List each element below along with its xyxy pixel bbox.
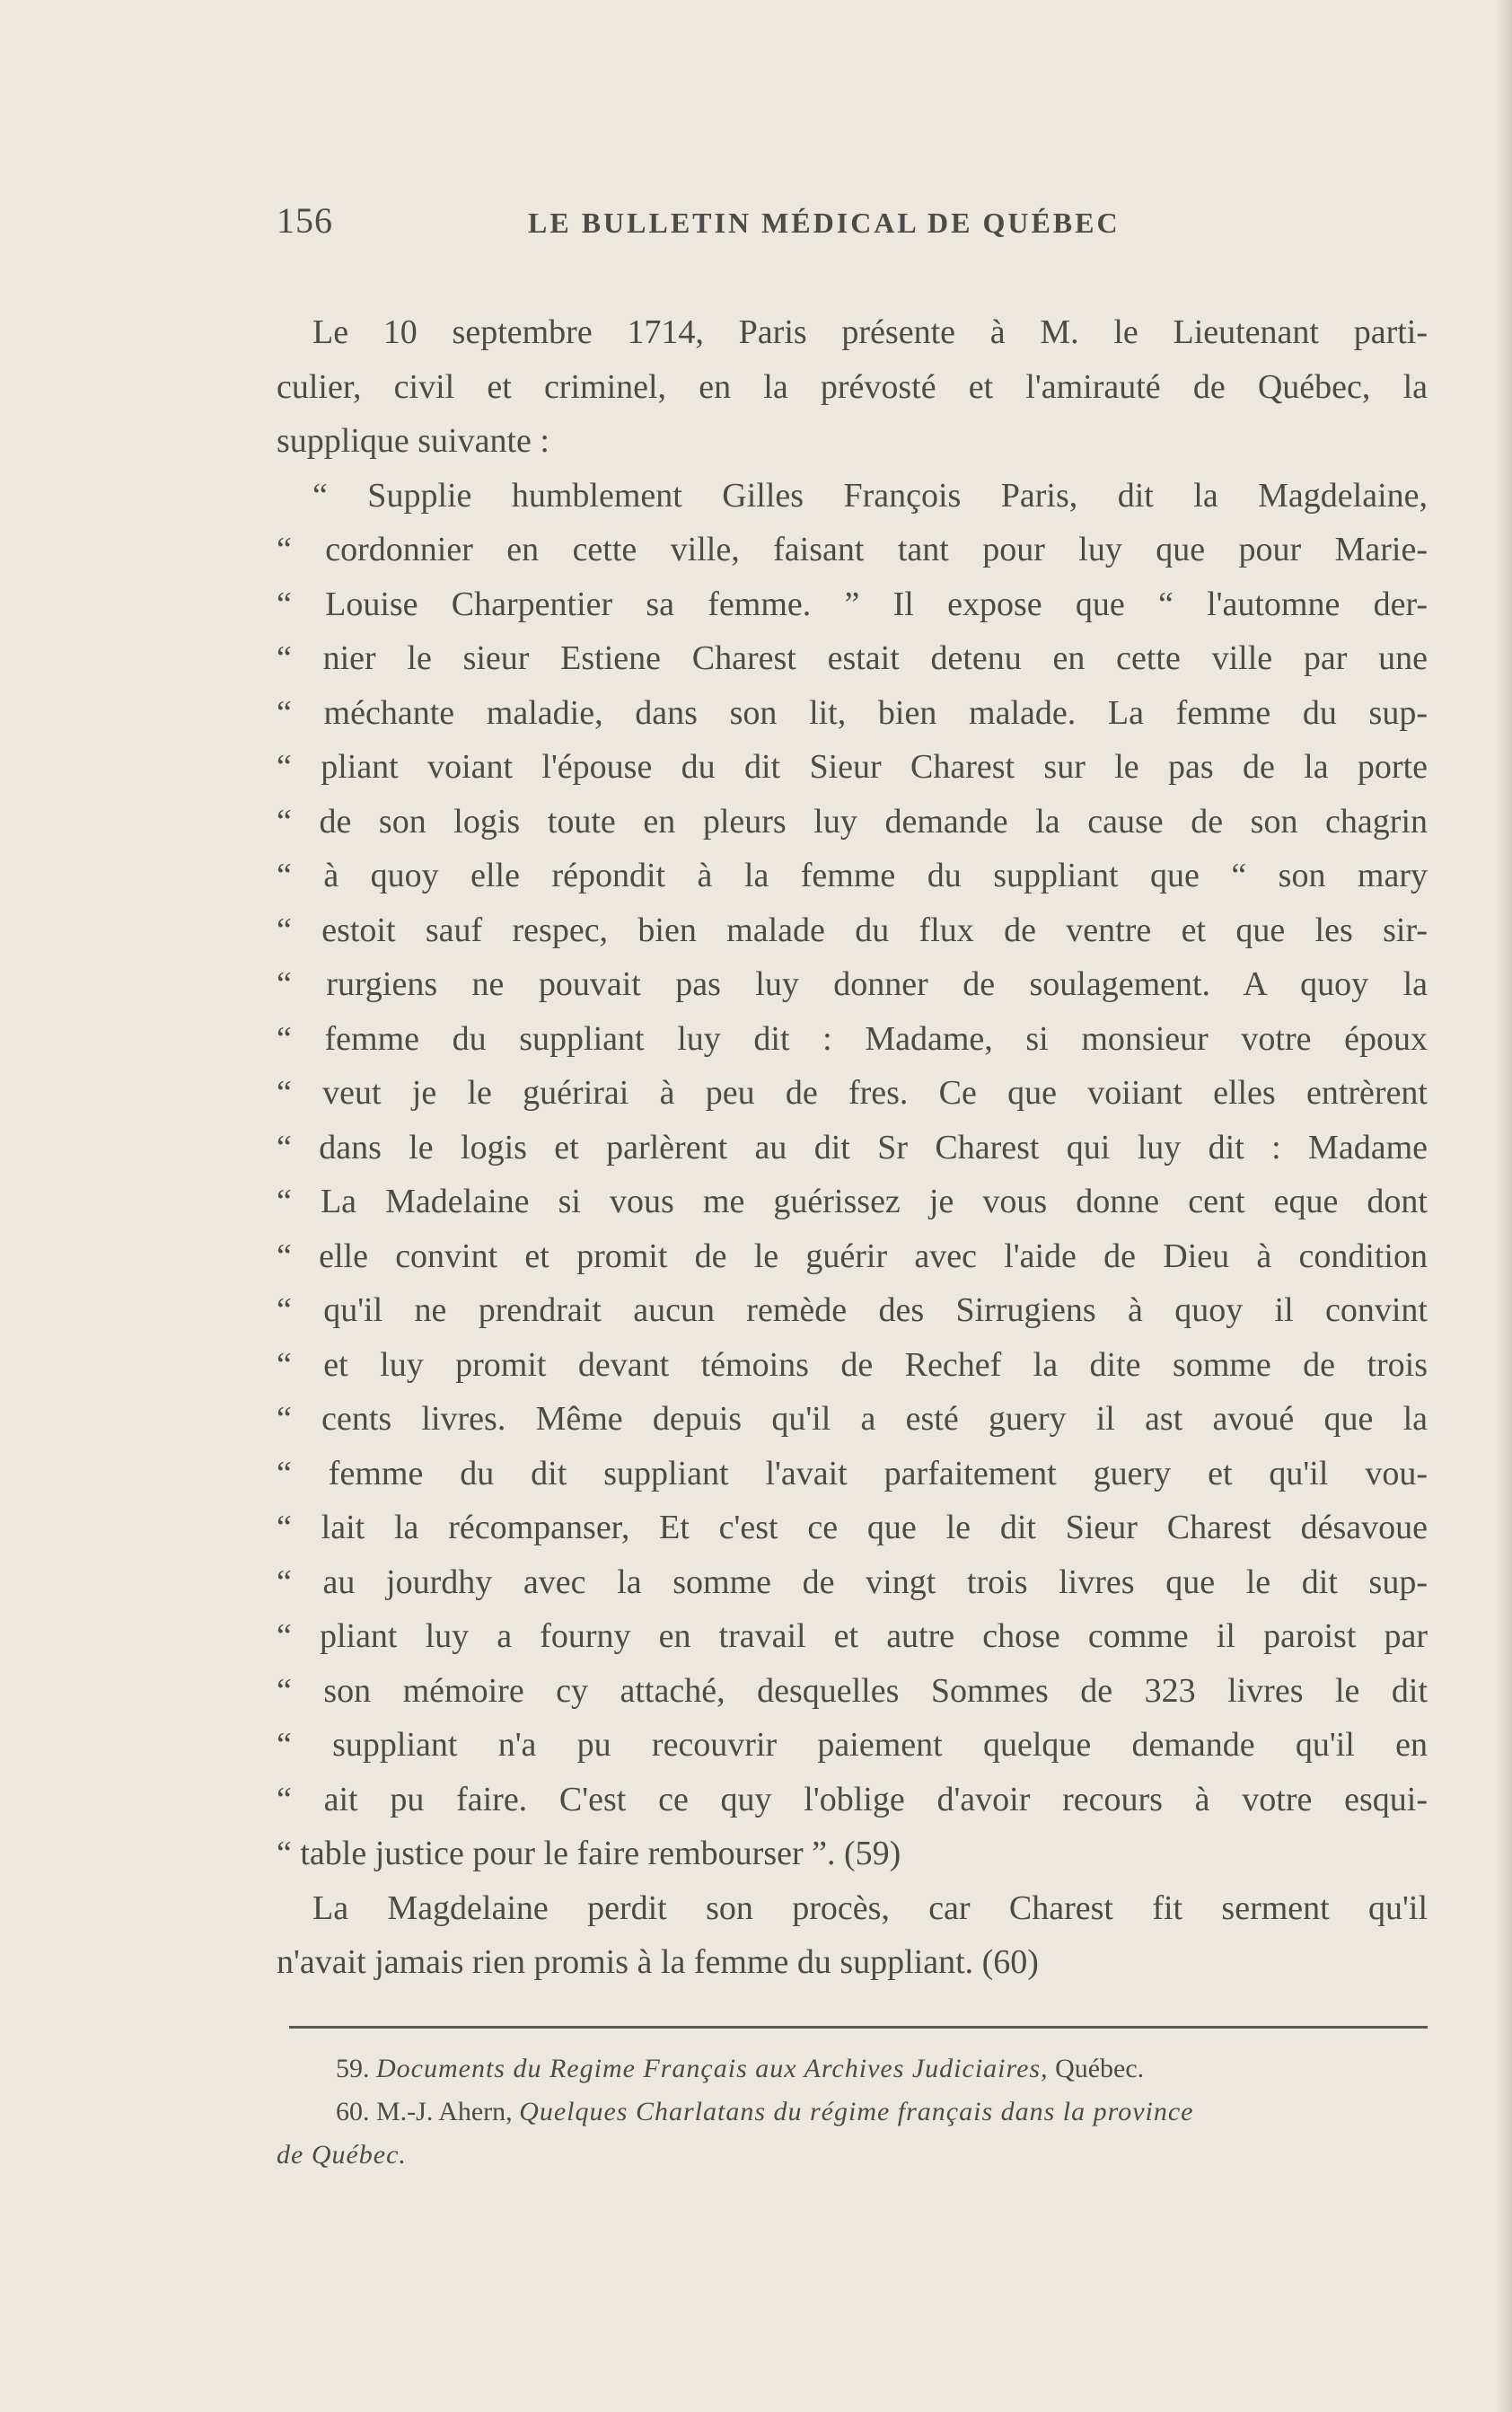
text-line: “ méchante maladie, dans son lit, bien malade. La femme du sup- — [277, 693, 1428, 732]
text-line: “ rurgiens ne pouvait pas luy donner de soulagement. A quoy la — [277, 965, 1428, 1003]
text-line: “ Supplie humblement Gilles François Paris, dit la Magdelaine, — [312, 476, 1428, 515]
footnote-divider — [289, 2026, 1428, 2029]
footnote-number: 59. — [336, 2054, 370, 2083]
text-line: “ de son logis toute en pleurs luy demande la cause de son chagrin — [277, 802, 1428, 841]
text-line: “ son mémoire cy attaché, desquelles Sommes de 323 livres le dit — [277, 1671, 1428, 1710]
text-line: Le 10 septembre 1714, Paris présente à M. le Lieutenant parti- — [312, 313, 1428, 351]
footnote-source-title: Documents du Regime Français aux Archives Judiciaires, — [376, 2054, 1049, 2083]
text-line: “ table justice pour le faire rembourser ”. (59) — [277, 1835, 901, 1872]
text-line: culier, civil et criminel, en la prévosté et l'amirauté de Québec, la — [277, 367, 1428, 406]
text-line: “ cents livres. Même depuis qu'il a esté guery il ast avoué que la — [277, 1400, 1428, 1438]
text-line: supplique suivante : — [277, 422, 549, 460]
text-line: “ femme du dit suppliant l'avait parfaitement guery et qu'il vou- — [277, 1454, 1428, 1492]
text-line: “ elle convint et promit de le guérir avec l'aide de Dieu à condition — [277, 1237, 1428, 1275]
page-header — [277, 199, 1428, 253]
footnote-59 — [277, 2047, 1428, 2091]
footnote-work-title-cont: de Québec. — [277, 2140, 407, 2170]
text-line: “ Louise Charpentier sa femme. ” Il expose que “ l'automne der- — [277, 585, 1428, 623]
text-line: “ femme du suppliant luy dit : Madame, si monsieur votre époux — [277, 1019, 1428, 1058]
text-line: “ cordonnier en cette ville, faisant tant pour luy que pour Marie- — [277, 531, 1428, 568]
text-line: “ au jourdhy avec la somme de vingt trois livres que le dit sup- — [277, 1563, 1428, 1601]
footnote-author: M.-J. Ahern, — [376, 2097, 513, 2126]
page-edge-shadow — [1496, 0, 1512, 2412]
body-text — [277, 305, 1428, 1990]
text-line: “ qu'il ne prendrait aucun remède des Sirrugiens à quoy il convint — [277, 1291, 1428, 1329]
footnote-number: 60. — [336, 2097, 370, 2126]
text-line: “ La Madelaine si vous me guérissez je vous donne cent eque dont — [277, 1183, 1428, 1220]
footnote-work-title: Quelques Charlatans du régime français dans la province — [519, 2097, 1194, 2126]
text-line: “ veut je le guérirai à peu de fres. Ce que voiiant elles entrèrent — [277, 1074, 1428, 1112]
text-line: “ pliant voiant l'épouse du dit Sieur Charest sur le pas de la porte — [277, 748, 1428, 786]
footnotes — [277, 2047, 1428, 2177]
text-line: “ pliant luy a fourny en travail et autre chose comme il paroist par — [277, 1617, 1428, 1655]
running-head: LE BULLETIN MÉDICAL DE QUÉBEC — [528, 207, 1121, 239]
text-line: “ dans le logis et parlèrent au dit Sr Charest qui luy dit : Madame — [277, 1128, 1428, 1166]
text-line: “ et luy promit devant témoins de Rechef la dite somme de trois — [277, 1345, 1428, 1384]
page-number: 156 — [277, 200, 333, 241]
footnote-60 — [277, 2091, 1428, 2134]
text-line: n'avait jamais rien promis à la femme du suppliant. (60) — [277, 1943, 1039, 1981]
text-line: “ lait la récompanser, Et c'est ce que le dit Sieur Charest désavoue — [277, 1509, 1428, 1546]
footnote-60-continuation — [277, 2134, 1428, 2177]
footnote-place: Québec. — [1055, 2054, 1145, 2083]
text-line: “ suppliant n'a pu recouvrir paiement quelque demande qu'il en — [277, 1726, 1428, 1764]
text-line: “ nier le sieur Estiene Charest estait detenu en cette ville par une — [277, 639, 1428, 677]
text-line: La Magdelaine perdit son procès, car Charest fit serment qu'il — [312, 1888, 1428, 1927]
text-line: “ ait pu faire. C'est ce quy l'oblige d'avoir recours à votre esqui- — [277, 1780, 1428, 1818]
text-line: “ estoit sauf respec, bien malade du flux de ventre et que les sir- — [277, 911, 1428, 949]
text-line: “ à quoy elle répondit à la femme du suppliant que “ son mary — [277, 857, 1428, 894]
